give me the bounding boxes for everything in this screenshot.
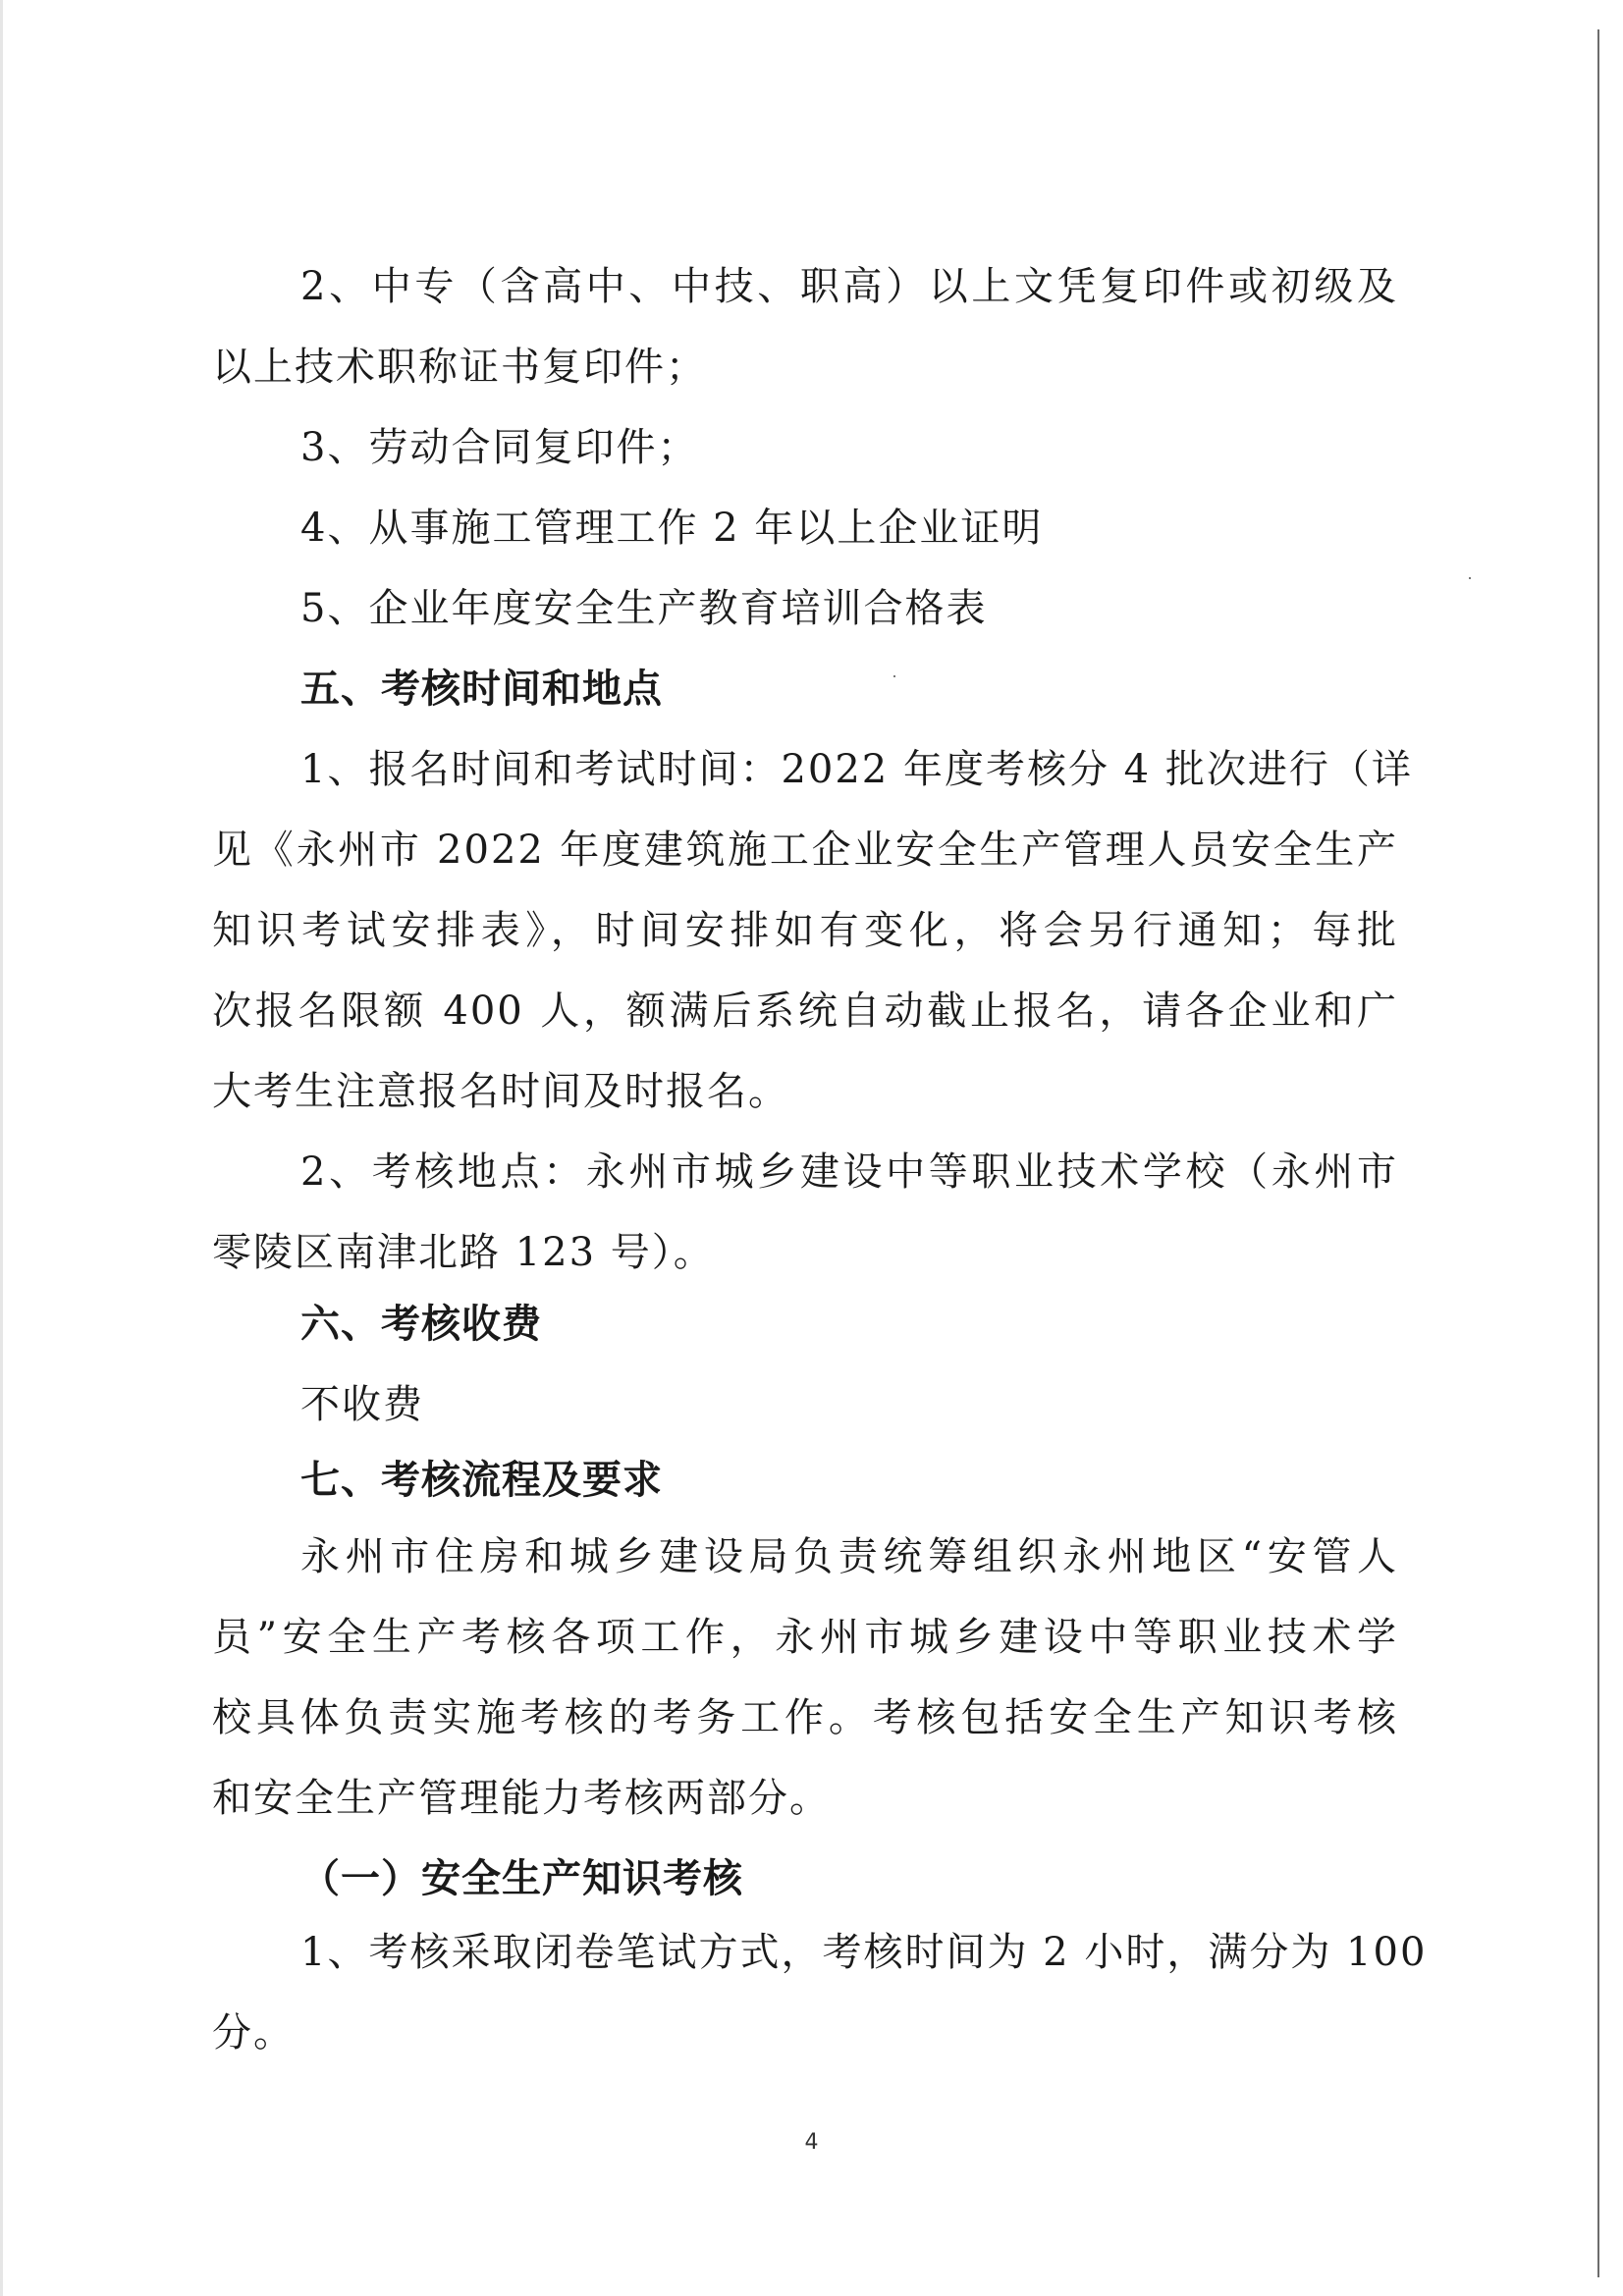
body-line: 永州市住房和城乡建设局负责统筹组织永州地区“安管人 bbox=[300, 1534, 1398, 1579]
body-line: 不收费 bbox=[300, 1382, 424, 1427]
body-line: 员”安全生产考核各项工作，永州市城乡建设中等职业技术学 bbox=[212, 1615, 1398, 1660]
scan-edge-left bbox=[0, 0, 3, 2296]
section-heading: 五、考核时间和地点 bbox=[300, 667, 663, 712]
body-line: 5、企业年度安全生产教育培训合格表 bbox=[300, 586, 988, 631]
body-line: 零陵区南津北路 123 号）。 bbox=[212, 1230, 715, 1275]
body-line: 知识考试安排表》，时间安排如有变化，将会另行通知；每批 bbox=[212, 908, 1398, 953]
scan-edge-right bbox=[1597, 29, 1599, 2277]
body-line: 2、考核地点：永州市城乡建设中等职业技术学校（永州市 bbox=[300, 1149, 1398, 1195]
section-heading: 六、考核收费 bbox=[300, 1302, 542, 1347]
body-line: 1、考核采取闭卷笔试方式，考核时间为 2 小时，满分为 100 bbox=[300, 1930, 1428, 1975]
body-line: 校具体负责实施考核的考务工作。考核包括安全生产知识考核 bbox=[212, 1695, 1398, 1740]
body-line: 4、从事施工管理工作 2 年以上企业证明 bbox=[300, 506, 1044, 551]
subsection-heading: （一）安全生产知识考核 bbox=[300, 1856, 743, 1901]
body-line: 次报名限额 400 人，额满后系统自动截止报名，请各企业和广 bbox=[212, 988, 1398, 1034]
body-line: 和安全生产管理能力考核两部分。 bbox=[212, 1776, 831, 1821]
scan-speck bbox=[893, 675, 895, 677]
page-number: 4 bbox=[804, 2130, 819, 2155]
section-heading: 七、考核流程及要求 bbox=[300, 1458, 663, 1503]
body-line: 1、报名时间和考试时间：2022 年度考核分 4 批次进行（详 bbox=[300, 747, 1413, 792]
body-line: 3、劳动合同复印件； bbox=[300, 425, 699, 470]
body-line: 以上技术职称证书复印件； bbox=[212, 345, 707, 390]
body-line: 2、中专（含高中、中技、职高）以上文凭复印件或初级及 bbox=[300, 264, 1398, 309]
body-line: 分。 bbox=[212, 2010, 295, 2056]
scan-speck bbox=[1469, 577, 1471, 579]
body-line: 见《永州市 2022 年度建筑施工企业安全生产管理人员安全生产 bbox=[212, 828, 1398, 873]
body-line: 大考生注意报名时间及时报名。 bbox=[212, 1069, 789, 1114]
